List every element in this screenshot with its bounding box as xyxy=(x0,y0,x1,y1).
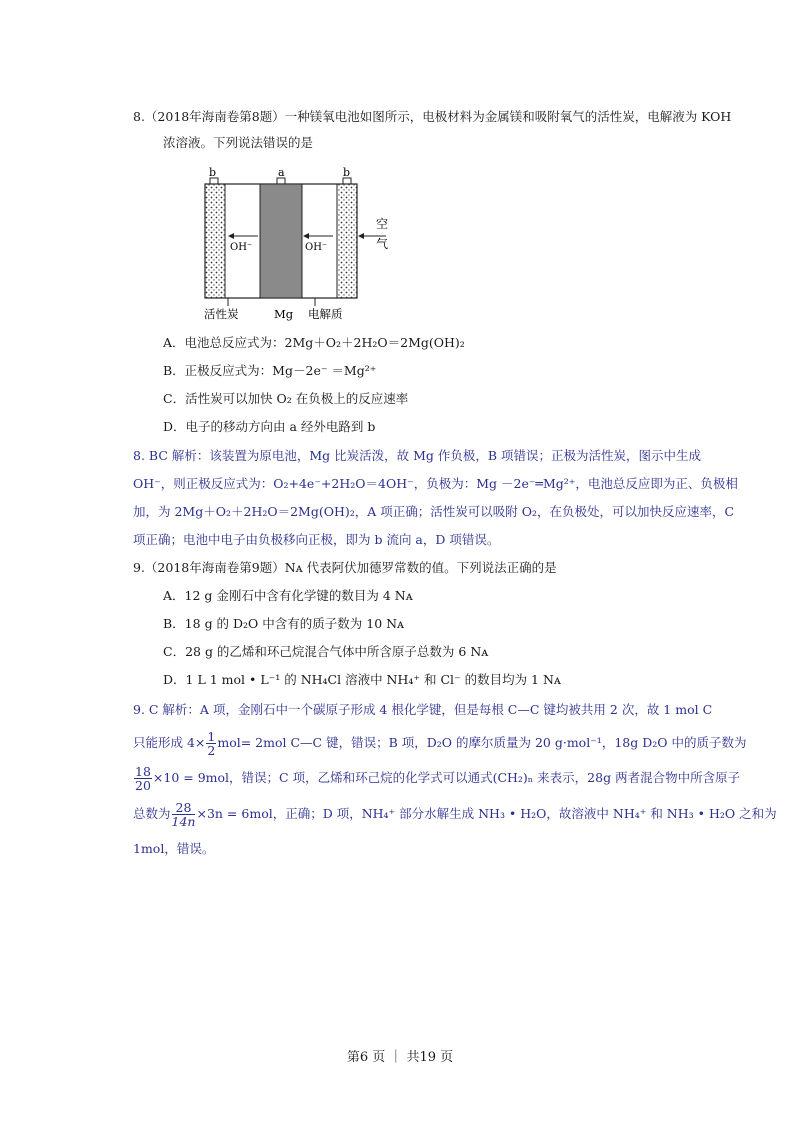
caption-carbon: 活性炭 xyxy=(204,307,239,321)
q9-answer-line3: $\frac{18}{20}$ ×10 = 9mol，错误；C 项，乙烯和环己烷的化学式可以通式(CH₂)ₙ 来表示，28g 两者混合物中所含原子 xyxy=(135,764,741,793)
air-label-2: 气 xyxy=(376,237,389,251)
fraction-1-2: $\frac{1}{2}$ xyxy=(207,729,216,758)
q8-answer-line1: 8. BC 解析：该装置为原电池，Mg 比炭活泼，故 Mg 作负极，B 项错误；正极为活性炭，图示中生成 xyxy=(133,448,702,463)
left-carbon-electrode xyxy=(205,184,225,298)
q9-answer-line5: 1mol，错误。 xyxy=(133,841,215,856)
q8-answer-line2: OH⁻，则正极反应式为：O₂+4e⁻+2H₂O＝4OH⁻，负极为：Mg －2e⁻═Mg²⁺，电池总反应即为正、负极相 xyxy=(133,476,738,491)
q8-stem-line1: 8.（2018年海南卷第8题）一种镁氧电池如图所示，电极材料为金属镁和吸附氧气的活性炭，电解液为 KOH xyxy=(133,109,732,124)
q9-stem: 9.（2018年海南卷第9题）Nᴀ 代表阿伏加德罗常数的值。下列说法正确的是 xyxy=(133,560,557,575)
q9-answer-line1: 9. C 解析：A 项，金刚石中一个碳原子形成 4 根化学键，但是每根 C—C 键均被共用 2 次，故 1 mol C xyxy=(133,702,713,717)
label-a: a xyxy=(278,166,285,179)
q8-answer-line4: 项正确；电池中电子由负极移向正极，即为 b 流向 a，D 项错误。 xyxy=(133,532,500,547)
caption-electrolyte: 电解质 xyxy=(308,307,343,321)
q8-stem-line2: 浓溶液。下列说法错误的是 xyxy=(163,135,314,150)
q9-option-b: B．18 g 的 D₂O 中含有的质子数为 10 Nᴀ xyxy=(163,616,405,631)
oh-left: OH⁻ xyxy=(230,242,253,253)
caption-mg: Mg xyxy=(274,307,294,321)
label-b-left: b xyxy=(209,166,217,179)
q8-option-c: C．活性炭可以加快 O₂ 在负极上的反应速率 xyxy=(163,391,409,406)
air-label-1: 空 xyxy=(376,217,389,231)
q8-option-d: D．电子的移动方向由 a 经外电路到 b xyxy=(163,419,376,434)
q8-option-a: A．电池总反应式为：2Mg＋O₂＋2H₂O＝2Mg(OH)₂ xyxy=(163,335,465,350)
q9-answer-line4: 总数为 $\frac{28}{14n}$ ×3n = 6mol，正确；D 项，NH₄⁺ 部分水解生成 NH₃ • H₂O，故溶液中 NH₄⁺ 和 NH₃ • H₂O 之和为 xyxy=(133,800,777,829)
page-footer: 第6 页 ｜ 共19 页 xyxy=(346,1050,454,1065)
fraction-28-14n: $\frac{28}{14n}$ xyxy=(171,800,196,829)
q9-option-a: A．12 g 金刚石中含有化学键的数目为 4 Nᴀ xyxy=(163,588,413,603)
label-b-right: b xyxy=(343,166,351,179)
q8-answer-line3: 加，为 2Mg＋O₂＋2H₂O＝2Mg(OH)₂，A 项正确；活性炭可以吸附 O₂，在负极处，可以加快反应速率，C xyxy=(133,504,735,519)
fraction-18-20: $\frac{18}{20}$ xyxy=(135,764,151,793)
mg-electrode xyxy=(260,184,302,298)
battery-diagram xyxy=(200,166,430,326)
q8-option-b: B．正极反应式为：Mg－2e⁻ ＝Mg²⁺ xyxy=(163,363,377,378)
q9-option-d: D．1 L 1 mol • L⁻¹ 的 NH₄Cl 溶液中 NH₄⁺ 和 Cl⁻ 的数目均为 1 Nᴀ xyxy=(163,672,561,687)
right-carbon-electrode xyxy=(337,184,357,298)
q9-answer-line2: 只能形成 4× $\frac{1}{2}$ mol= 2mol C—C 键，错误；B 项，D₂O 的摩尔质量为 20 g·mol⁻¹，18g D₂O 中的质子数为 xyxy=(133,729,747,758)
q9-option-c: C．28 g 的乙烯和环己烷混合气体中所含原子总数为 6 Nᴀ xyxy=(163,644,489,659)
oh-right: OH⁻ xyxy=(305,242,328,253)
